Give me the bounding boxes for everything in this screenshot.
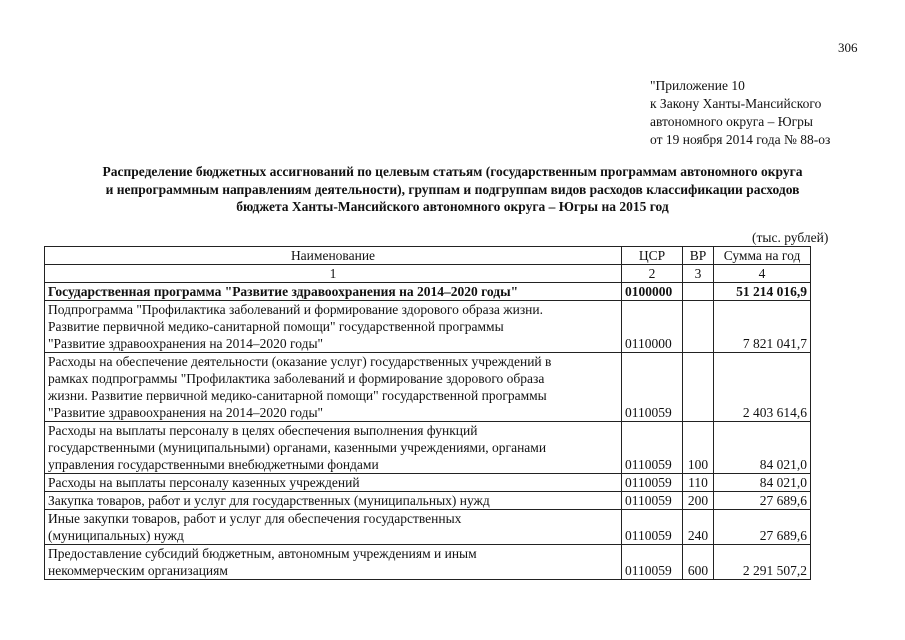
- row-name-line: "Развитие здравоохранения на 2014–2020 годы": [48, 336, 324, 351]
- appendix-reference: [650, 77, 830, 149]
- row-name-line: "Развитие здравоохранения на 2014–2020 годы": [48, 405, 324, 420]
- row-vr: [683, 353, 714, 422]
- row-name-line: (муниципальных) нужд: [48, 528, 184, 543]
- appendix-line: к Закону Ханты-Мансийского: [650, 96, 822, 111]
- row-name-line: некоммерческим организациям: [48, 563, 228, 578]
- row-name-line: жизни. Развитие первичной медико-санитарной помощи" государственной программы: [48, 388, 547, 403]
- row-sum: 7 821 041,7: [714, 301, 811, 353]
- row-name: [45, 510, 622, 545]
- row-name-line: Развитие первичной медико-санитарной помощи" государственной программы: [48, 319, 504, 334]
- document-title: [40, 163, 865, 216]
- row-sum: 27 689,6: [714, 492, 811, 510]
- header-csr: ЦСР: [622, 247, 683, 265]
- index-cell: 1: [45, 265, 622, 283]
- row-vr: 200: [683, 492, 714, 510]
- title-line: и непрограммным направлениям деятельности), группам и подгруппам видов расходов классификации расходов: [105, 181, 800, 197]
- header-sum: Сумма на год: [714, 247, 811, 265]
- row-name: [45, 492, 622, 510]
- row-name: [45, 545, 622, 580]
- row-csr: 0110059: [622, 510, 683, 545]
- units-label: (тыс. рублей): [752, 230, 829, 245]
- row-name: [45, 422, 622, 474]
- table-row: [45, 353, 811, 422]
- row-vr: 600: [683, 545, 714, 580]
- header-name: Наименование: [45, 247, 622, 265]
- row-name-line: Подпрограмма "Профилактика заболеваний и формирование здорового образа жизни.: [48, 302, 544, 317]
- row-csr: 0100000: [622, 283, 683, 301]
- index-cell: 3: [683, 265, 714, 283]
- row-vr: [683, 283, 714, 301]
- row-vr: [683, 301, 714, 353]
- row-vr: 110: [683, 474, 714, 492]
- header-row: [45, 247, 811, 265]
- row-name-line: Иные закупки товаров, работ и услуг для обеспечения государственных: [48, 511, 462, 526]
- row-sum: 84 021,0: [714, 422, 811, 474]
- row-name-line: управления государственными внебюджетными фондами: [48, 457, 379, 472]
- row-sum: 2 291 507,2: [714, 545, 811, 580]
- row-name-line: Закупка товаров, работ и услуг для государственных (муниципальных) нужд: [48, 493, 490, 508]
- row-name: [45, 474, 622, 492]
- row-sum: 84 021,0: [714, 474, 811, 492]
- header-vr: ВР: [683, 247, 714, 265]
- index-cell: 2: [622, 265, 683, 283]
- row-csr: 0110000: [622, 301, 683, 353]
- row-csr: 0110059: [622, 545, 683, 580]
- table-row: [45, 301, 811, 353]
- column-index-row: [45, 265, 811, 283]
- budget-table: [44, 246, 811, 580]
- row-name-line: Предоставление субсидий бюджетным, автономным учреждениям и иным: [48, 546, 477, 561]
- row-csr: 0110059: [622, 474, 683, 492]
- title-line: Распределение бюджетных ассигнований по целевым статьям (государственным программам автономного округа: [102, 164, 803, 179]
- table-row: [45, 510, 811, 545]
- row-csr: 0110059: [622, 353, 683, 422]
- appendix-line: автономного округа – Югры: [650, 114, 813, 129]
- row-vr: 100: [683, 422, 714, 474]
- page-number: 306: [838, 40, 858, 55]
- table-row: [45, 492, 811, 510]
- row-name-line: рамках подпрограммы "Профилактика заболеваний и формирование здорового образа: [48, 371, 545, 386]
- table-row: [45, 545, 811, 580]
- row-sum: 27 689,6: [714, 510, 811, 545]
- appendix-line: от 19 ноября 2014 года № 88-оз: [650, 132, 831, 147]
- row-csr: 0110059: [622, 422, 683, 474]
- row-name-line: Расходы на выплаты персоналу казенных учреждений: [48, 475, 360, 490]
- row-name-line: Расходы на выплаты персоналу в целях обеспечения выполнения функций: [48, 423, 478, 438]
- row-csr: 0110059: [622, 492, 683, 510]
- table-row: [45, 422, 811, 474]
- row-name-line: Расходы на обеспечение деятельности (оказание услуг) государственных учреждений в: [48, 354, 552, 369]
- row-name-line: государственными (муниципальными) органами, казенными учреждениями, органами: [48, 440, 547, 455]
- row-name: [45, 353, 622, 422]
- appendix-line: "Приложение 10: [650, 78, 745, 93]
- index-cell: 4: [714, 265, 811, 283]
- table-row: [45, 474, 811, 492]
- row-name: [45, 301, 622, 353]
- title-line: бюджета Ханты-Мансийского автономного округа – Югры на 2015 год: [236, 199, 669, 214]
- row-name-line: Государственная программа "Развитие здравоохранения на 2014–2020 годы": [48, 284, 519, 299]
- row-vr: 240: [683, 510, 714, 545]
- row-sum: 2 403 614,6: [714, 353, 811, 422]
- row-sum: 51 214 016,9: [714, 283, 811, 301]
- table-row: [45, 283, 811, 301]
- row-name: [45, 283, 622, 301]
